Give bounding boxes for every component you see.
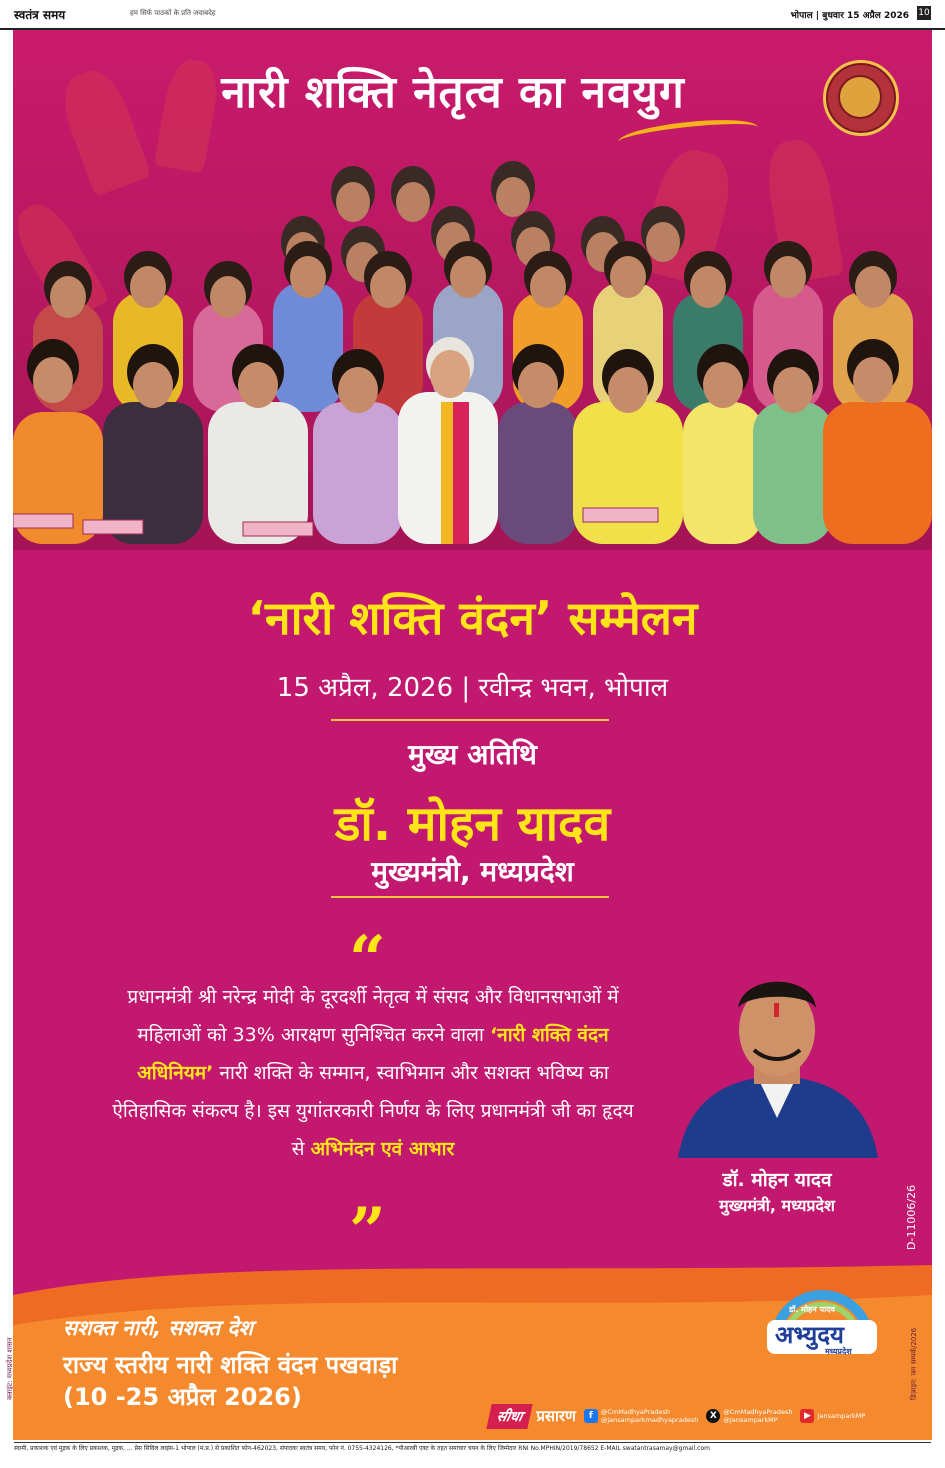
quote-part-2: नारी शक्ति के सम्मान, स्वाभिमान और सशक्त भविष्य का ऐतिहासिक संकल्प है। इस युगांतरकारी निर्णय के लिए प्रधानमंत्री जी का हृदय से — [112, 1062, 634, 1160]
broadcast-label: प्रसारण — [536, 1407, 576, 1425]
quote-highlight-act: ‘नारी शक्ति वंदन अधिनियम’ — [137, 1024, 609, 1084]
issue-date: भोपाल | बुधवार 15 अप्रैल 2026 — [790, 11, 909, 21]
portrait-role: मुख्यमंत्री, मध्यप्रदेश — [719, 1196, 835, 1215]
group-photo-illustration — [13, 152, 932, 544]
chief-guest-name: डॉ. मोहन यादव — [334, 796, 611, 852]
portrait-name: डॉ. मोहन यादव — [722, 1169, 832, 1191]
quote-part-1: प्रधानमंत्री श्री नरेन्द्र मोदी के दूरदर्शी नेतृत्व में संसद और विधानसभाओं में महिलाओं को 33% आरक्षण सुनिश्चित करने वाला — [127, 986, 619, 1046]
slogan-campaign: राज्य स्तरीय नारी शक्ति वंदन पखवाड़ा — [63, 1351, 398, 1379]
imprint-footer: स्वामी, प्रकाशक एवं मुद्रक के लिए प्रकाशक, मुद्रक, ... प्रेस सिविल लाइंस-1 भोपाल (म.प्र.) से प्रकाशित फोन-462023, संपादकः स्वतंत्र समय, फोन नं. 0755-4324126, *पीआरबी एक्ट के तहत समाचार चयन के लिए जिम्मेदार RNI No.MPHIN/2019/78652 E-MAIL swatantrasamay@gmail.com — [14, 1442, 931, 1463]
quote-highlight-thanks: अभिनंदन एवं आभार — [310, 1138, 455, 1160]
live-label: सीधा — [486, 1404, 533, 1429]
divider-top — [331, 719, 609, 721]
youtube-handle[interactable]: ▶ JansamparkMP — [800, 1409, 865, 1423]
state-emblem-logo — [823, 60, 899, 136]
event-date-venue: 15 अप्रैल, 2026 | रवीन्द्र भवन, भोपाल — [276, 673, 669, 703]
newspaper-name: स्वतंत्र समय — [14, 8, 66, 22]
ad-code: D-11006/26 — [905, 1184, 918, 1250]
chief-guest-role: मुख्यमंत्री, मध्यप्रदेश — [371, 855, 574, 888]
chief-guest-label: मुख्य अतिथि — [408, 738, 537, 771]
social-strip — [489, 1402, 865, 1430]
event-title: ‘नारी शक्ति वंदन’ सम्मेलन — [247, 591, 698, 645]
side-credit-right: डिज़ाइन: जन सम्पर्क/2026 — [910, 1327, 918, 1400]
x-handle[interactable]: X @CmMadhyaPradesh @JansamparkMP — [706, 1408, 792, 1424]
abhyuday-logo — [767, 1280, 877, 1366]
quote-open-mark: “ — [349, 922, 386, 997]
newspaper-masthead — [0, 0, 945, 30]
group-photo — [13, 152, 932, 544]
chief-minister-portrait — [668, 958, 886, 1158]
slogan-dates: (10 -25 अप्रैल 2026) — [63, 1383, 302, 1411]
ad-headline: नारी शक्ति नेतृत्व का नवयुग — [221, 67, 685, 118]
facebook-handle[interactable]: f @CmMadhyaPradesh @jansamparkmadhyapradesh — [584, 1408, 698, 1424]
x-icon: X — [706, 1409, 720, 1423]
logo-main-text: अभ्युदय — [775, 1321, 844, 1349]
logo-top-text: डॉ. मोहन यादव — [789, 1305, 835, 1314]
live-broadcast — [489, 1404, 576, 1429]
quote-text — [103, 978, 643, 1168]
facebook-icon: f — [584, 1409, 598, 1423]
slogan-short: सशक्त नारी, सशक्त देश — [63, 1316, 253, 1340]
side-credit-left: क्लाइंट: मध्यप्रदेश शासन — [6, 1337, 14, 1400]
divider-bottom — [331, 896, 609, 898]
quote-close-mark: ” — [349, 1194, 386, 1269]
youtube-icon: ▶ — [800, 1409, 814, 1423]
advertisement — [13, 30, 932, 1440]
logo-sub-text: मध्यप्रदेश — [825, 1347, 852, 1356]
newspaper-slogan: हम सिर्फ पाठकों के प्रति जवाबदेह — [130, 9, 216, 17]
page-number: 10 — [918, 8, 930, 18]
